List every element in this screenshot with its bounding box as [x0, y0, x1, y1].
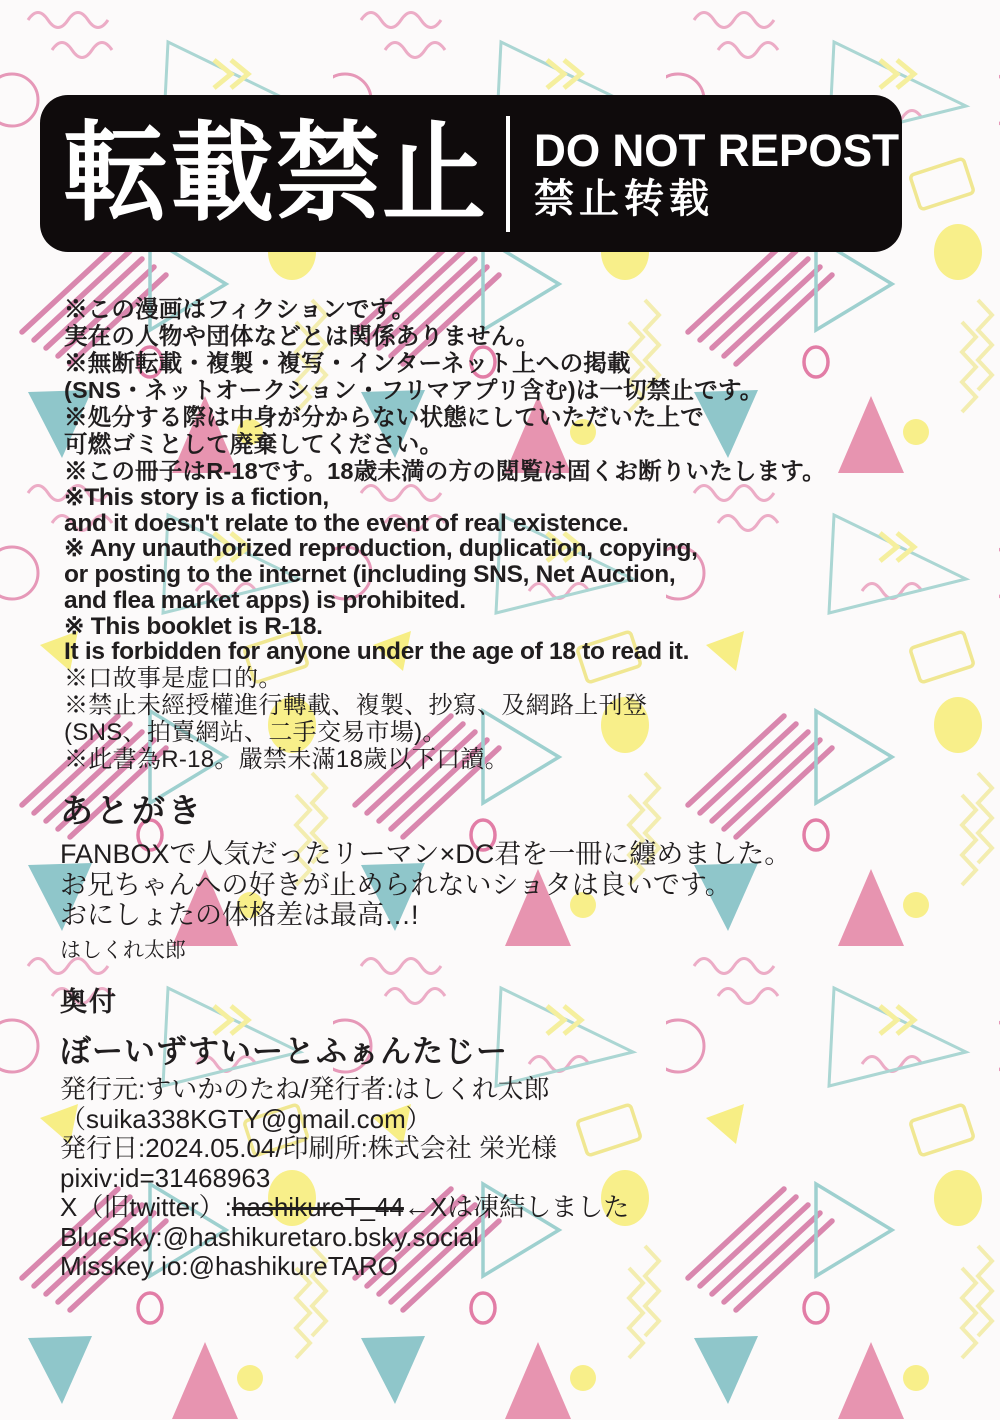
disclaimer-en-line: ※ This booklet is R-18.	[64, 612, 323, 640]
disclaimer-zh-line: ※此書為R-18。嚴禁未滿18歲以下口讀。	[64, 745, 510, 773]
disclaimer-zh-line: ※口故事是虚口的。	[64, 664, 283, 692]
bluesky-line: BlueSky:@hashikuretaro.bsky.social	[60, 1221, 479, 1252]
disclaimer-ja-line: ※無断転載・複製・複写・インターネット上への掲載	[64, 350, 631, 376]
disclaimer-ja-line: ※処分する際は中身が分からない状態にしていただいた上で	[64, 404, 704, 430]
disclaimer-zh-line: (SNS、拍賣網站、二手交易市場)。	[64, 718, 447, 746]
afterword-line: FANBOXで人気だったリーマン×DC君を一冊に纏めました。	[60, 839, 792, 869]
afterword-author: はしくれ太郎	[60, 938, 186, 962]
misskey-line: Misskey io:@hashikureTARO	[60, 1251, 398, 1281]
x-handle-struck: hashikureT_44	[231, 1192, 404, 1222]
colophon-section	[60, 980, 960, 1282]
x-frozen-note: ←Xは凍結しました	[403, 1192, 630, 1222]
x-twitter-line	[60, 1193, 960, 1223]
pixiv-id-line: pixiv:id=31468963	[60, 1162, 271, 1193]
do-not-repost-banner	[40, 95, 902, 252]
disclaimer-block	[64, 296, 954, 773]
afterword-line: お兄ちゃんへの好きが止められないショタは良いです。	[60, 869, 732, 900]
disclaimer-ja-line: 可燃ゴミとして廃棄してください。	[64, 431, 444, 457]
book-title: ぼーいずすいーとふぁんたじー	[60, 1034, 508, 1069]
publisher-line: 発行元:すいかのたね/発行者:はしくれ太郎	[60, 1074, 550, 1104]
disclaimer-en-line: or posting to the internet (including SNS, Net Auction,	[64, 561, 676, 589]
banner-title-japanese: 転載禁止	[64, 113, 489, 234]
x-label: X（旧twitter）:	[60, 1192, 232, 1222]
banner-right-block	[534, 125, 907, 223]
banner-title-chinese: 禁止转载	[534, 177, 715, 222]
banner-divider	[506, 116, 510, 232]
disclaimer-zh-line: ※禁止未經授權進行轉載、複製、抄寫、及網路上刊登	[64, 691, 648, 719]
disclaimer-en-line: ※This story is a fiction,	[64, 484, 329, 511]
disclaimer-ja-line: ※この漫画はフィクションです。	[64, 296, 416, 322]
afterword-line: おにしょたの体格差は最高…!	[60, 900, 419, 930]
afterword-heading: あとがき	[60, 792, 204, 829]
disclaimer-ja-line: (SNS・ネットオークション・フリマアプリ含む)は一切禁止です。	[64, 377, 764, 403]
disclaimer-en-line: and it doesn't relate to the event of real existence.	[64, 509, 629, 537]
email-line: （suika338KGTY@gmail.com）	[60, 1103, 432, 1134]
disclaimer-en-line: and flea market apps) is prohibited.	[64, 586, 466, 614]
disclaimer-en-line: It is forbidden for anyone under the age of 18 to read it.	[64, 638, 690, 666]
colophon-heading: 奥付	[60, 987, 118, 1017]
disclaimer-ja-line: ※この冊子はR-18です。18歳未満の方の閲覧は固くお断りいたします。	[64, 458, 826, 484]
issue-date-line: 発行日:2024.05.04/印刷所:株式会社 栄光様	[60, 1133, 558, 1163]
disclaimer-ja-line: 実在の人物や団体などとは関係ありません。	[64, 323, 540, 349]
afterword-section	[60, 785, 960, 964]
disclaimer-en-line: ※ Any unauthorized reproduction, duplication, copying,	[64, 535, 698, 563]
banner-title-english: DO NOT REPOST	[534, 124, 900, 176]
